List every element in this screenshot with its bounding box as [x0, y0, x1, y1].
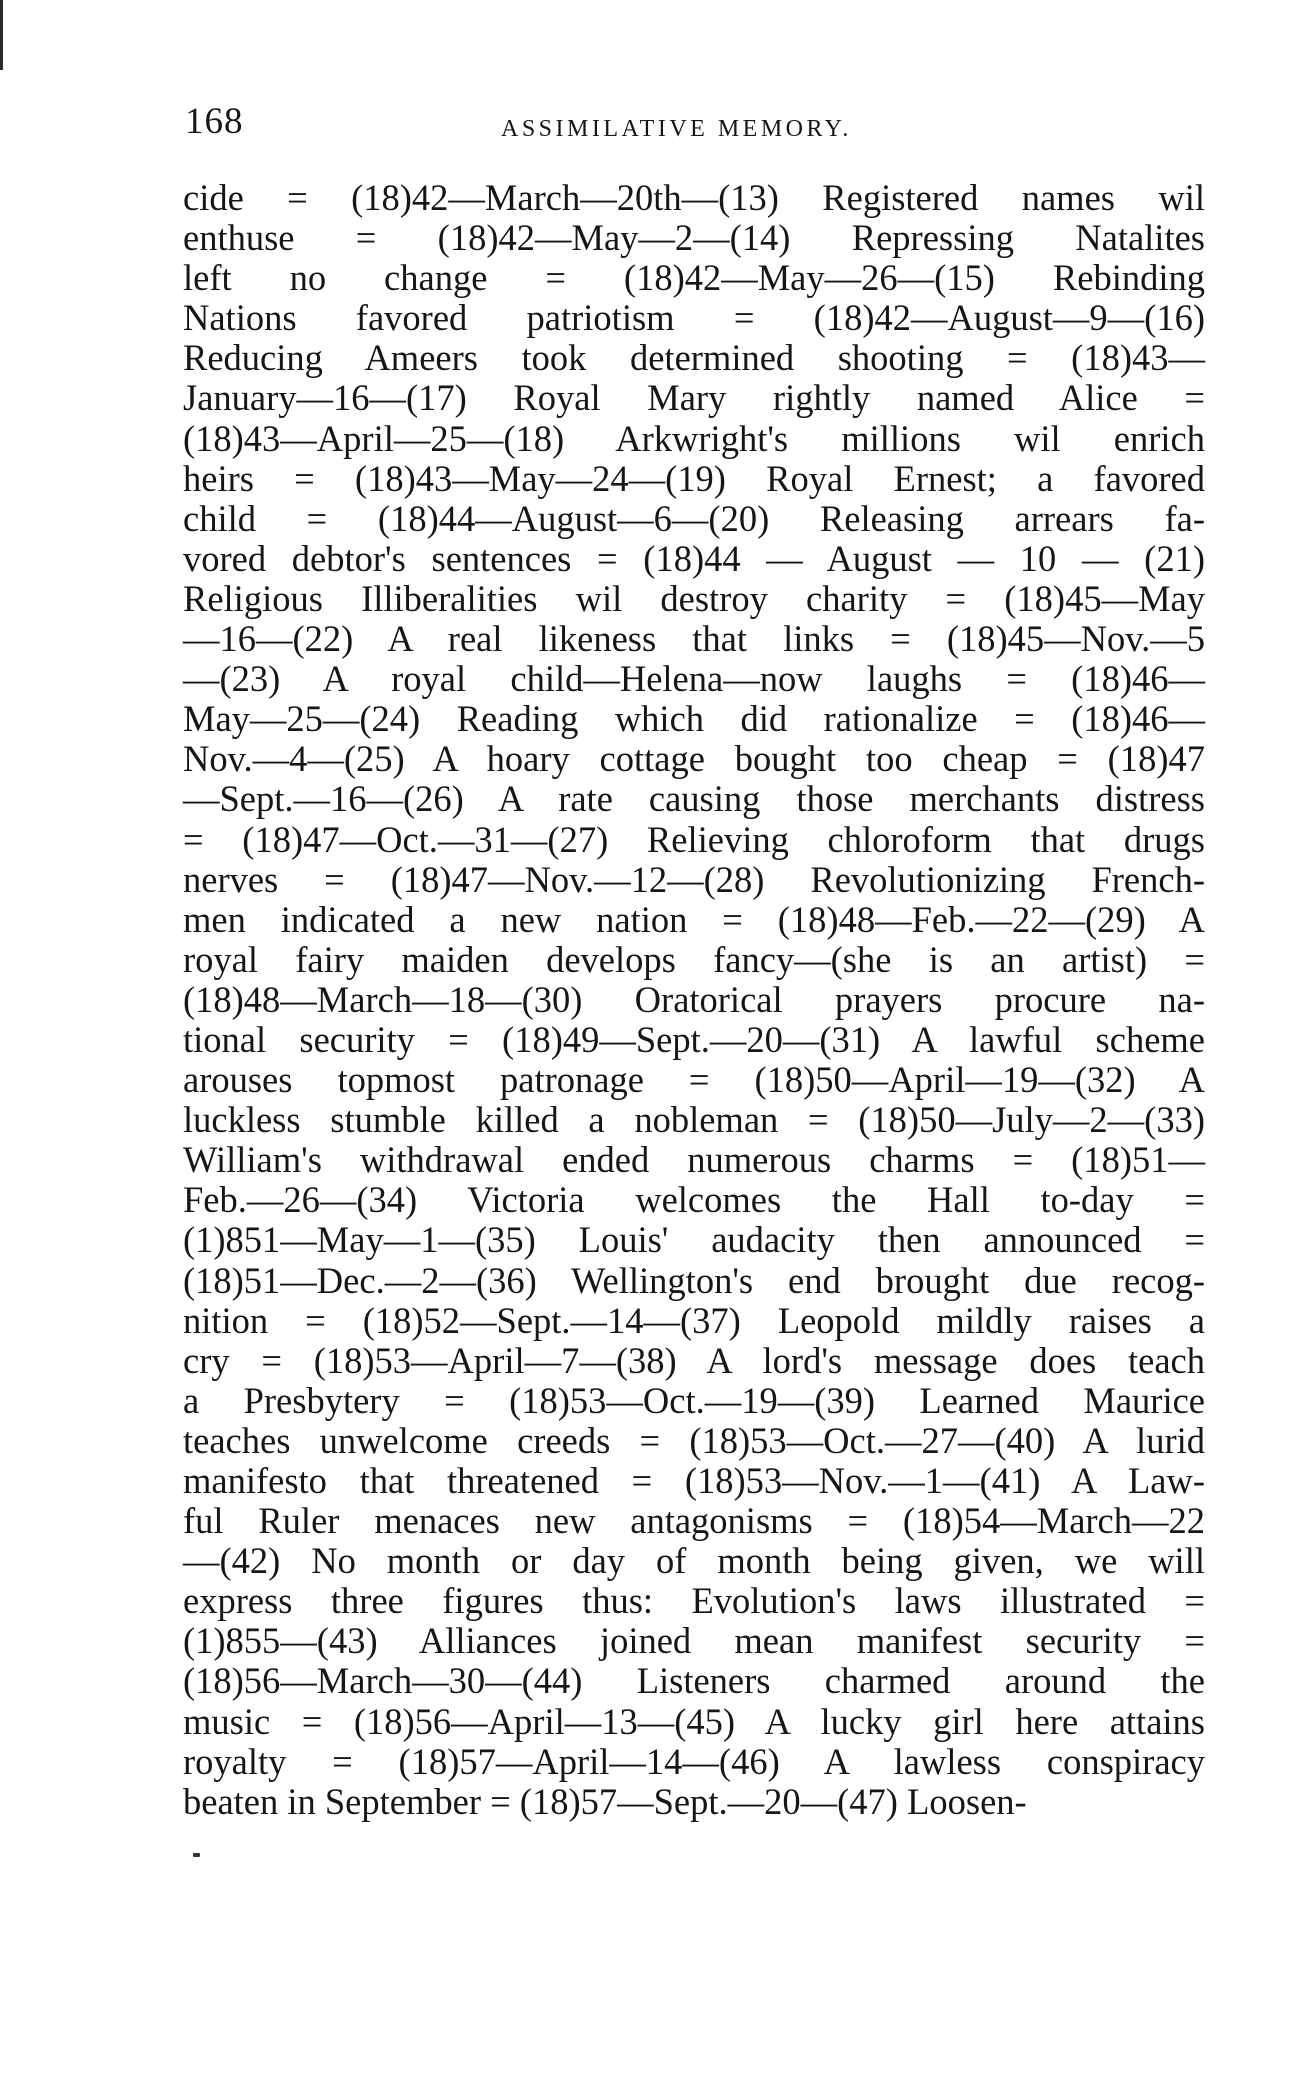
text-line: Reducing Ameers took determined shooting = (18)43—: [183, 337, 1205, 379]
body-text: [183, 178, 1205, 1822]
text-line: vored debtor's sentences = (18)44 — August — 10 — (21): [183, 537, 1205, 579]
text-line: heirs = (18)43—May—24—(19) Royal Ernest; a favored: [183, 457, 1205, 499]
text-line: Nations favored patriotism = (18)42—August—9—(16): [183, 297, 1205, 339]
text-line: enthuse = (18)42—May—2—(14) Repressing Natalites: [183, 217, 1205, 259]
text-line: (18)56—March—30—(44) Listeners charmed around the: [183, 1660, 1205, 1702]
text-line: (18)48—March—18—(30) Oratorical prayers procure na-: [183, 978, 1205, 1020]
text-line: Religious Illiberalities wil destroy charity = (18)45—May: [183, 577, 1205, 619]
text-line: a Presbytery = (18)53—Oct.—19—(39) Learned Maurice: [183, 1379, 1205, 1421]
text-line: royal fairy maiden develops fancy—(she is an artist) =: [183, 938, 1205, 980]
text-line: cide = (18)42—March—20th—(13) Registered names wil: [183, 177, 1205, 218]
text-line: ful Ruler menaces new antagonisms = (18)54—March—22: [183, 1500, 1205, 1542]
text-line: January—16—(17) Royal Mary rightly named Alice =: [183, 377, 1205, 419]
text-line: express three figures thus: Evolution's laws illustrated =: [183, 1580, 1205, 1622]
text-line: —(42) No month or day of month being given, we will: [183, 1540, 1205, 1582]
text-line: —16—(22) A real likeness that links = (18)45—Nov.—5: [183, 618, 1205, 660]
text-line: (1)855—(43) Alliances joined mean manifest security =: [183, 1620, 1205, 1662]
text-line: (18)43—April—25—(18) Arkwright's millions wil enrich: [183, 417, 1205, 459]
text-line: (1)851—May—1—(35) Louis' audacity then announced =: [183, 1219, 1205, 1261]
text-line: manifesto that threatened = (18)53—Nov.—1—(41) A Law-: [183, 1460, 1205, 1501]
text-line: May—25—(24) Reading which did rationalize = (18)46—: [183, 698, 1205, 740]
text-line: —Sept.—16—(26) A rate causing those merchants distress: [183, 778, 1205, 820]
page-number: 168: [185, 101, 244, 142]
text-line: Feb.—26—(34) Victoria welcomes the Hall to-day =: [183, 1179, 1205, 1221]
text-line: left no change = (18)42—May—26—(15) Rebinding: [183, 257, 1205, 299]
text-line: beaten in September = (18)57—Sept.—20—(47) Loosen-: [183, 1780, 1027, 1822]
running-title: ASSIMILATIVE MEMORY.: [501, 116, 852, 142]
text-line: music = (18)56—April—13—(45) A lucky girl here attains: [183, 1700, 1205, 1742]
text-line: William's withdrawal ended numerous charms = (18)51—: [183, 1139, 1205, 1181]
text-line: Nov.—4—(25) A hoary cottage bought too cheap = (18)47: [183, 738, 1205, 780]
text-line: royalty = (18)57—April—14—(46) A lawless conspiracy: [183, 1740, 1205, 1782]
text-line: —(23) A royal child—Helena—now laughs = (18)46—: [183, 658, 1205, 700]
text-line: nerves = (18)47—Nov.—12—(28) Revolutionizing French-: [183, 858, 1205, 900]
text-line: arouses topmost patronage = (18)50—April—19—(32) A: [183, 1059, 1205, 1101]
text-line: (18)51—Dec.—2—(36) Wellington's end brought due recog-: [183, 1259, 1205, 1301]
text-line: luckless stumble killed a nobleman = (18)50—July—2—(33): [183, 1099, 1205, 1141]
running-head: [175, 100, 1205, 150]
ink-speck: [193, 1853, 200, 1857]
text-line: = (18)47—Oct.—31—(27) Relieving chloroform that drugs: [183, 818, 1205, 860]
page-edge-mark: [0, 0, 3, 70]
text-line: men indicated a new nation = (18)48—Feb.—22—(29) A: [183, 898, 1205, 940]
text-line: tional security = (18)49—Sept.—20—(31) A lawful scheme: [183, 1018, 1205, 1060]
text-line: nition = (18)52—Sept.—14—(37) Leopold mildly raises a: [183, 1299, 1205, 1341]
text-line: cry = (18)53—April—7—(38) A lord's message does teach: [183, 1339, 1205, 1381]
text-line: child = (18)44—August—6—(20) Releasing arrears fa-: [183, 497, 1205, 539]
text-line: teaches unwelcome creeds = (18)53—Oct.—27—(40) A lurid: [183, 1419, 1205, 1461]
